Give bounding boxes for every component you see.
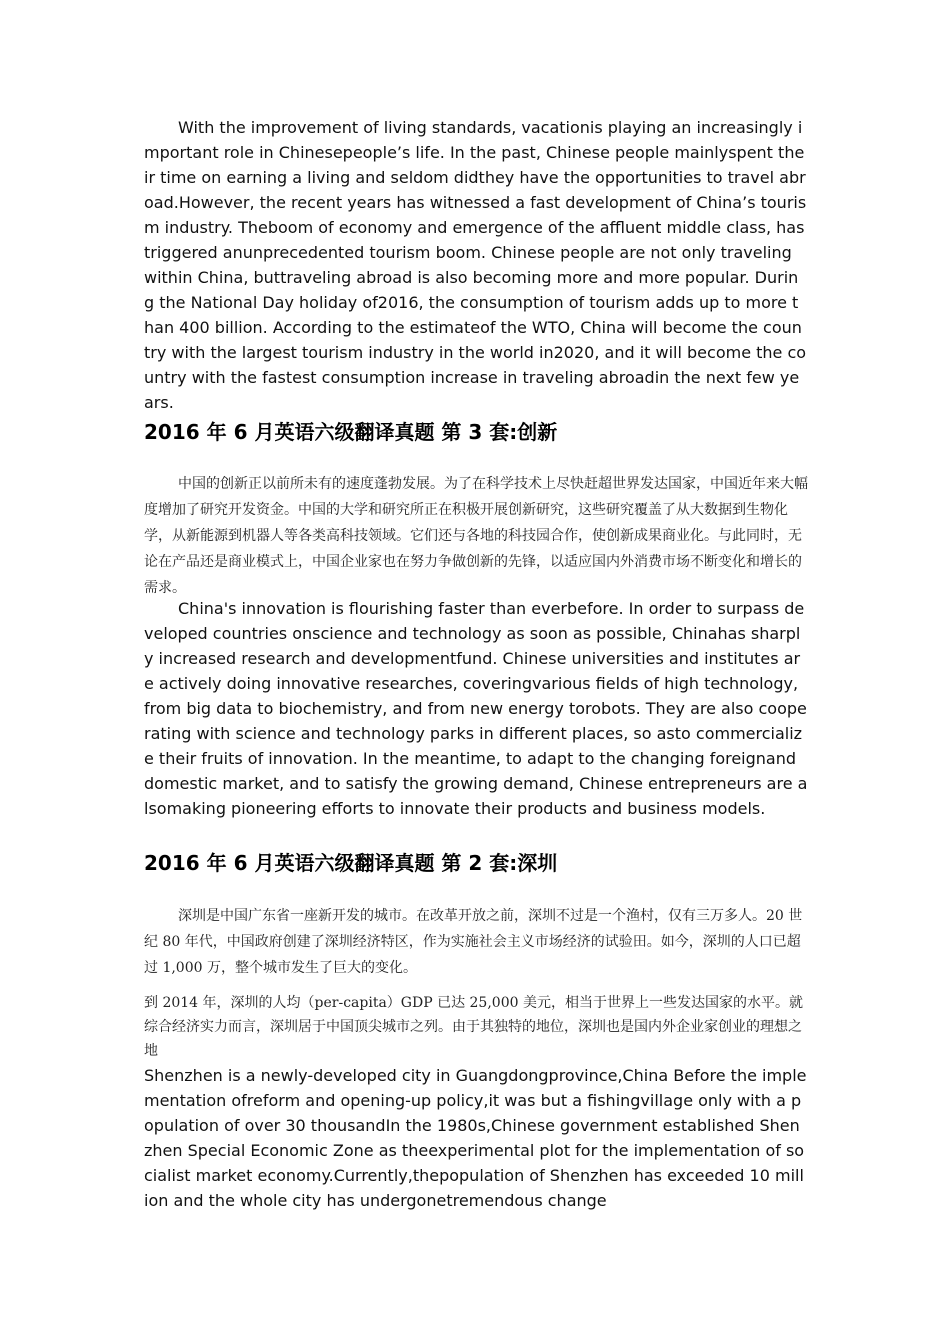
innovation-section-heading: 2016 年 6 月英语六级翻译真题 第 3 套:创新 (144, 420, 558, 444)
innovation-english-translation: China's innovation is flourishing faster than everbefore. In order to surpass developed countries onscience and technology as soon as possible, Chinahas sharply increased research and developmentfund. Chinese universities and institutes are actively doing innovative researches, coveringvarious fields of high technology, from big data to biochemistry, and from new energy torobots. They are also cooperating with science and technology parks in different places, so asto commercialize their fruits of innovation. In the meantime, to adapt to the changing foreignand domestic market, and to satisfy the growing demand, Chinese entrepreneurs are alsomaking pioneering efforts to innovate their products and business models. (144, 599, 808, 818)
shenzhen-section-heading: 2016 年 6 月英语六级翻译真题 第 2 套:深圳 (144, 851, 558, 875)
tourism-english-translation: With the improvement of living standards, vacationis playing an increasingly important role in Chinesepeople’s life. In the past, Chinese people mainlyspent their time on earning a living and seldom didthey have the opportunities to travel abroad.However, the recent years has witnessed a fast development of China’s tourism industry. Theboom of economy and emergence of the affluent middle class, has triggered anunprecedented tourism boom. Chinese people are not only traveling within China, buttraveling abroad is also becoming more and more popular. During the National Day holiday of2016, the consumption of tourism adds up to more than 400 billion. According to the estimateof the WTO, China will become the country with the largest tourism industry in the world in2020, and it will become the country with the fastest consumption increase in traveling abroadin the next few years. (144, 118, 807, 412)
shenzhen-chinese-source-part-1: 深圳是中国广东省一座新开发的城市。在改革开放之前，深圳不过是一个渔村，仅有三万多人。20 世纪 80 年代，中国政府创建了深圳经济特区，作为实施社会主义市场经济的试验田。如今，深圳的人口已超过 1,000 万，整个城市发生了巨大的变化。 (144, 908, 803, 976)
shenzhen-english-translation: Shenzhen is a newly-developed city in Guangdongprovince,China Before the implementation ofreform and opening-up policy,it was but a fishingvillage only with a population of over 30 thousandIn the 1980s,Chinese government established Shenzhen Special Economic Zone as theexperimental plot for the implementation of socialist market economy.Currently,thepopulation of Shenzhen has exceeded 10 million and the whole city has undergonetremendous change (144, 1066, 807, 1210)
innovation-chinese-source: 中国的创新正以前所未有的速度蓬勃发展。为了在科学技术上尽快赶超世界发达国家，中国近年来大幅度增加了研究开发资金。中国的大学和研究所正在积极开展创新研究，这些研究覆盖了从大数据到生物化学，从新能源到机器人等各类高科技领域。它们还与各地的科技园合作，使创新成果商业化。与此同时，无论在产品还是商业模式上，中国企业家也在努力争做创新的先锋，以适应国内外消费市场不断变化和增长的需求。 (144, 476, 808, 596)
shenzhen-chinese-source-part-2: 到 2014 年，深圳的人均（per-capita）GDP 已达 25,000 美元，相当于世界上一些发达国家的水平。就综合经济实力而言，深圳居于中国顶尖城市之列。由于其独特的地位，深圳也是国内外企业家创业的理想之地 (144, 995, 803, 1059)
